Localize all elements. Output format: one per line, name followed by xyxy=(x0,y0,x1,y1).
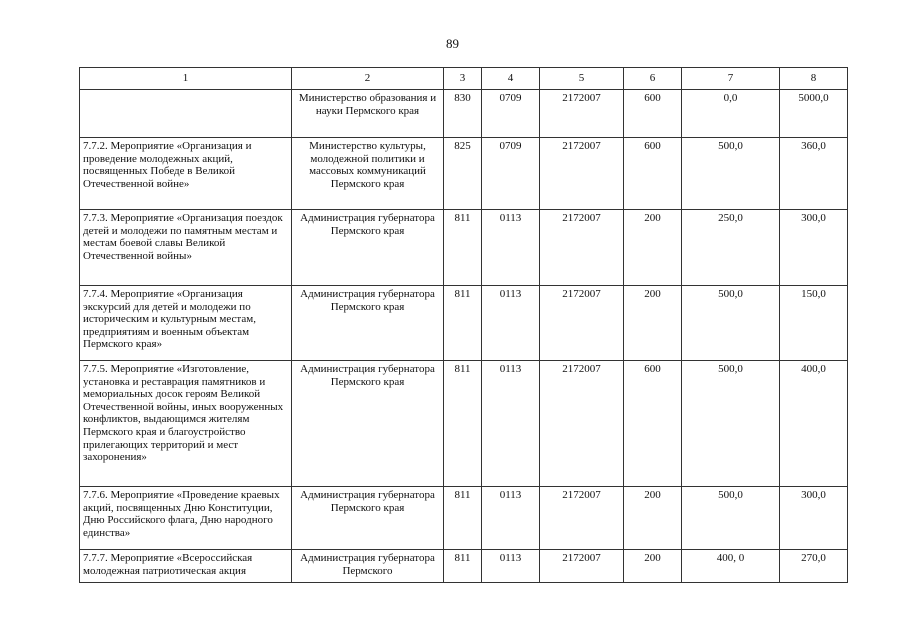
section-cell: 0113 xyxy=(482,487,540,550)
target-article-cell: 2172007 xyxy=(540,138,624,210)
activity-cell: 7.7.5. Мероприятие «Изготовление, установка и реставрация памятников и мемориальных досок героям Великой Отечественной войны, иных вооруженных конфликтов, выдающимся жителям Пермского края и благоустройство прилегающих территорий и мест захоронения» xyxy=(80,361,292,487)
column-header: 3 xyxy=(444,68,482,90)
target-article-cell: 2172007 xyxy=(540,90,624,138)
code-cell: 811 xyxy=(444,550,482,583)
target-article-cell: 2172007 xyxy=(540,210,624,286)
column-header: 6 xyxy=(624,68,682,90)
table-row xyxy=(80,138,848,210)
table-row xyxy=(80,487,848,550)
executor-cell: Администрация губернатора Пермского края xyxy=(292,361,444,487)
executor-cell: Министерство культуры, молодежной политики и массовых коммуникаций Пермского края xyxy=(292,138,444,210)
table-row xyxy=(80,210,848,286)
code-cell: 825 xyxy=(444,138,482,210)
table-row xyxy=(80,550,848,583)
expense-type-cell: 200 xyxy=(624,550,682,583)
section-cell: 0113 xyxy=(482,361,540,487)
section-cell: 0709 xyxy=(482,90,540,138)
amount-cell: 250,0 xyxy=(682,210,780,286)
column-header: 2 xyxy=(292,68,444,90)
amount-cell: 0,0 xyxy=(682,90,780,138)
table-header-row xyxy=(80,68,848,90)
activity-cell: 7.7.4. Мероприятие «Организация экскурсий для детей и молодежи по историческим и культурным местам, предприятиям и военным объектам Пермского края» xyxy=(80,286,292,361)
activity-cell: 7.7.6. Мероприятие «Проведение краевых акций, посвященных Дню Конституции, Дню Российского флага, Дню народного единства» xyxy=(80,487,292,550)
amount-cell: 270,0 xyxy=(780,550,848,583)
activity-cell: 7.7.2. Мероприятие «Организация и проведение молодежных акций, посвященных Победе в Великой Отечественной войне» xyxy=(80,138,292,210)
column-header: 7 xyxy=(682,68,780,90)
section-cell: 0709 xyxy=(482,138,540,210)
page-number: 89 xyxy=(446,36,459,51)
target-article-cell: 2172007 xyxy=(540,487,624,550)
section-cell: 0113 xyxy=(482,550,540,583)
amount-cell: 500,0 xyxy=(682,138,780,210)
target-article-cell: 2172007 xyxy=(540,550,624,583)
table-row xyxy=(80,361,848,487)
amount-cell: 300,0 xyxy=(780,487,848,550)
amount-cell: 400,0 xyxy=(780,361,848,487)
amount-cell: 400, 0 xyxy=(682,550,780,583)
expense-type-cell: 600 xyxy=(624,90,682,138)
table-row xyxy=(80,90,848,138)
activity-cell: 7.7.3. Мероприятие «Организация поездок детей и молодежи по памятным местам и местам боевой славы Великой Отечественной войны» xyxy=(80,210,292,286)
target-article-cell: 2172007 xyxy=(540,286,624,361)
expense-type-cell: 600 xyxy=(624,138,682,210)
section-cell: 0113 xyxy=(482,210,540,286)
code-cell: 811 xyxy=(444,361,482,487)
expense-type-cell: 200 xyxy=(624,286,682,361)
executor-cell: Администрация губернатора Пермского xyxy=(292,550,444,583)
executor-cell: Администрация губернатора Пермского края xyxy=(292,487,444,550)
column-header: 5 xyxy=(540,68,624,90)
column-header: 4 xyxy=(482,68,540,90)
activity-cell xyxy=(80,90,292,138)
executor-cell: Министерство образования и науки Пермского края xyxy=(292,90,444,138)
expense-type-cell: 600 xyxy=(624,361,682,487)
executor-cell: Администрация губернатора Пермского края xyxy=(292,210,444,286)
code-cell: 811 xyxy=(444,210,482,286)
amount-cell: 500,0 xyxy=(682,286,780,361)
code-cell: 811 xyxy=(444,286,482,361)
budget-table xyxy=(79,67,848,583)
code-cell: 830 xyxy=(444,90,482,138)
amount-cell: 300,0 xyxy=(780,210,848,286)
column-header: 8 xyxy=(780,68,848,90)
table-row xyxy=(80,286,848,361)
amount-cell: 150,0 xyxy=(780,286,848,361)
expense-type-cell: 200 xyxy=(624,210,682,286)
target-article-cell: 2172007 xyxy=(540,361,624,487)
amount-cell: 360,0 xyxy=(780,138,848,210)
code-cell: 811 xyxy=(444,487,482,550)
activity-cell: 7.7.7. Мероприятие «Всероссийская молодежная патриотическая акция xyxy=(80,550,292,583)
column-header: 1 xyxy=(80,68,292,90)
amount-cell: 500,0 xyxy=(682,361,780,487)
section-cell: 0113 xyxy=(482,286,540,361)
executor-cell: Администрация губернатора Пермского края xyxy=(292,286,444,361)
amount-cell: 5000,0 xyxy=(780,90,848,138)
expense-type-cell: 200 xyxy=(624,487,682,550)
amount-cell: 500,0 xyxy=(682,487,780,550)
